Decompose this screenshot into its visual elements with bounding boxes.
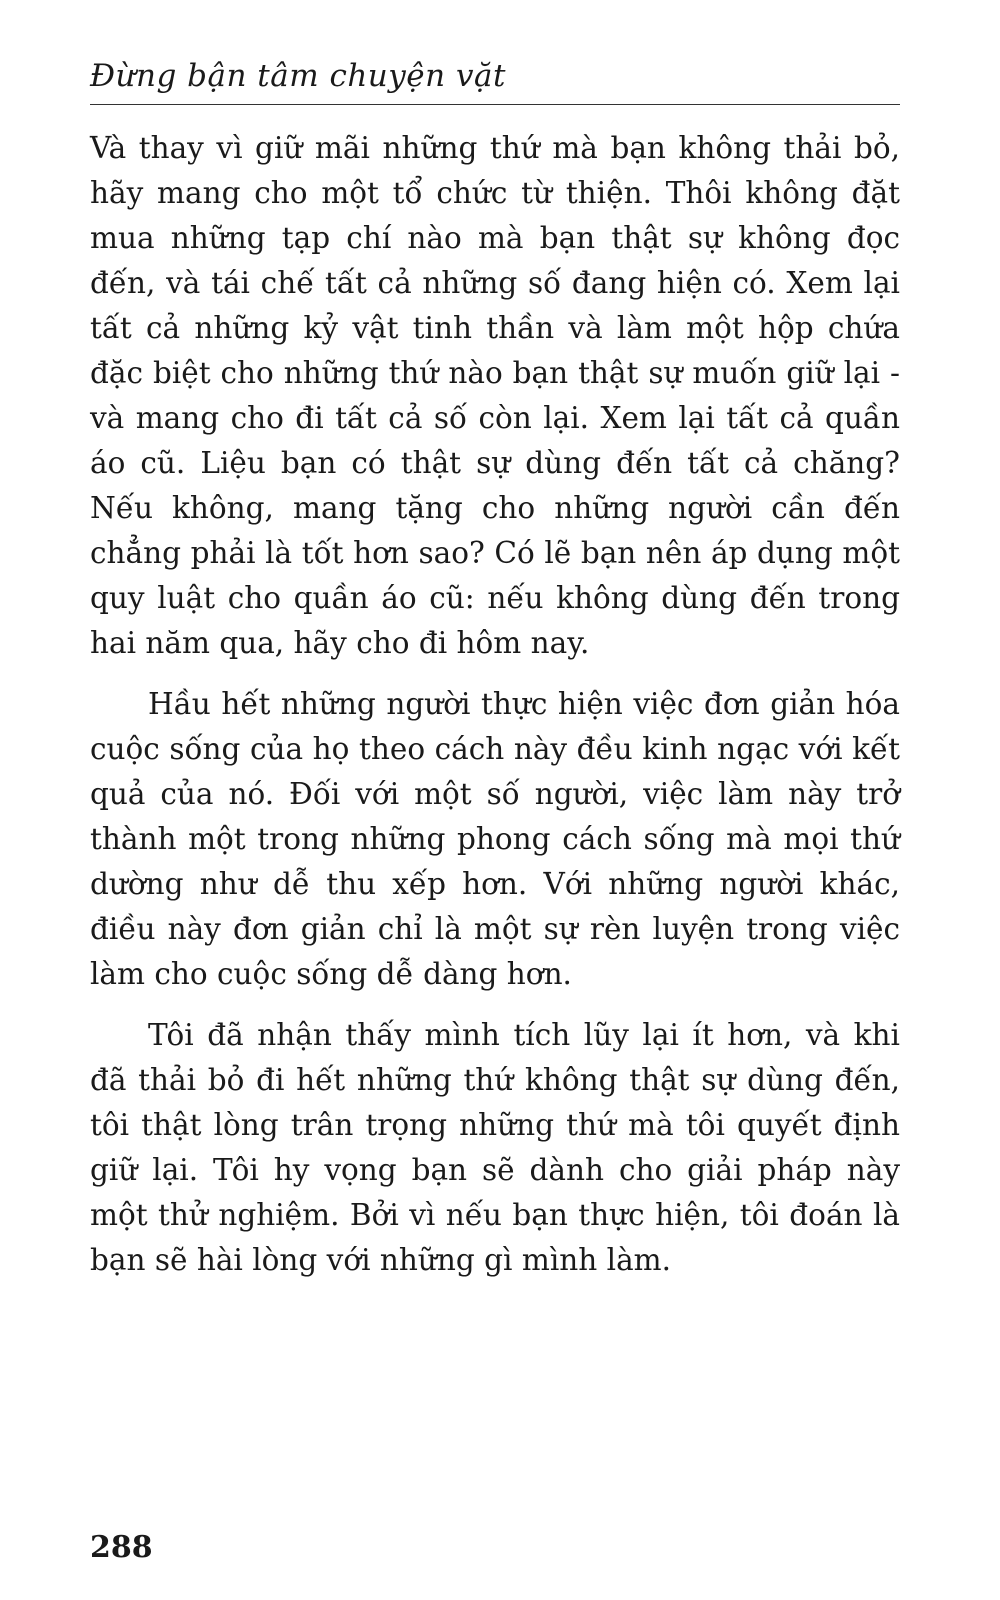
book-title: Đừng bận tâm chuyện vặt <box>90 58 506 94</box>
page-number: 288 <box>90 1530 153 1565</box>
paragraph-1: Và thay vì giữ mãi những thứ mà bạn không thải bỏ, hãy mang cho một tổ chức từ thiện. Thôi không đặt mua những tạp chí nào mà bạn thật sự không đọc đến, và tái chế tất cả những số đang hiện có. Xem lại tất cả những kỷ vật tinh thần và làm một hộp chứa đặc biệt cho những thứ nào bạn thật sự muốn giữ lại - và mang cho đi tất cả số còn lại. Xem lại tất cả quần áo cũ. Liệu bạn có thật sự dùng đến tất cả chăng? Nếu không, mang tặng cho những người cần đến chẳng phải là tốt hơn sao? Có lẽ bạn nên áp dụng một quy luật cho quần áo cũ: nếu không dùng đến trong hai năm qua, hãy cho đi hôm nay. <box>90 131 900 660</box>
paragraph-3: Tôi đã nhận thấy mình tích lũy lại ít hơn, và khi đã thải bỏ đi hết những thứ không thật sự dùng đến, tôi thật lòng trân trọng những thứ mà tôi quyết định giữ lại. Tôi hy vọng bạn sẽ dành cho giải pháp này một thử nghiệm. Bởi vì nếu bạn thực hiện, tôi đoán là bạn sẽ hài lòng với những gì mình làm. <box>90 1018 900 1277</box>
paragraph-2: Hầu hết những người thực hiện việc đơn giản hóa cuộc sống của họ theo cách này đều kinh ngạc với kết quả của nó. Đối với một số người, việc làm này trở thành một trong những phong cách sống mà mọi thứ dường như dễ thu xếp hơn. Với những người khác, điều này đơn giản chỉ là một sự rèn luyện trong việc làm cho cuộc sống dễ dàng hơn. <box>90 687 900 991</box>
body-text <box>90 126 900 1283</box>
running-header <box>90 54 900 105</box>
